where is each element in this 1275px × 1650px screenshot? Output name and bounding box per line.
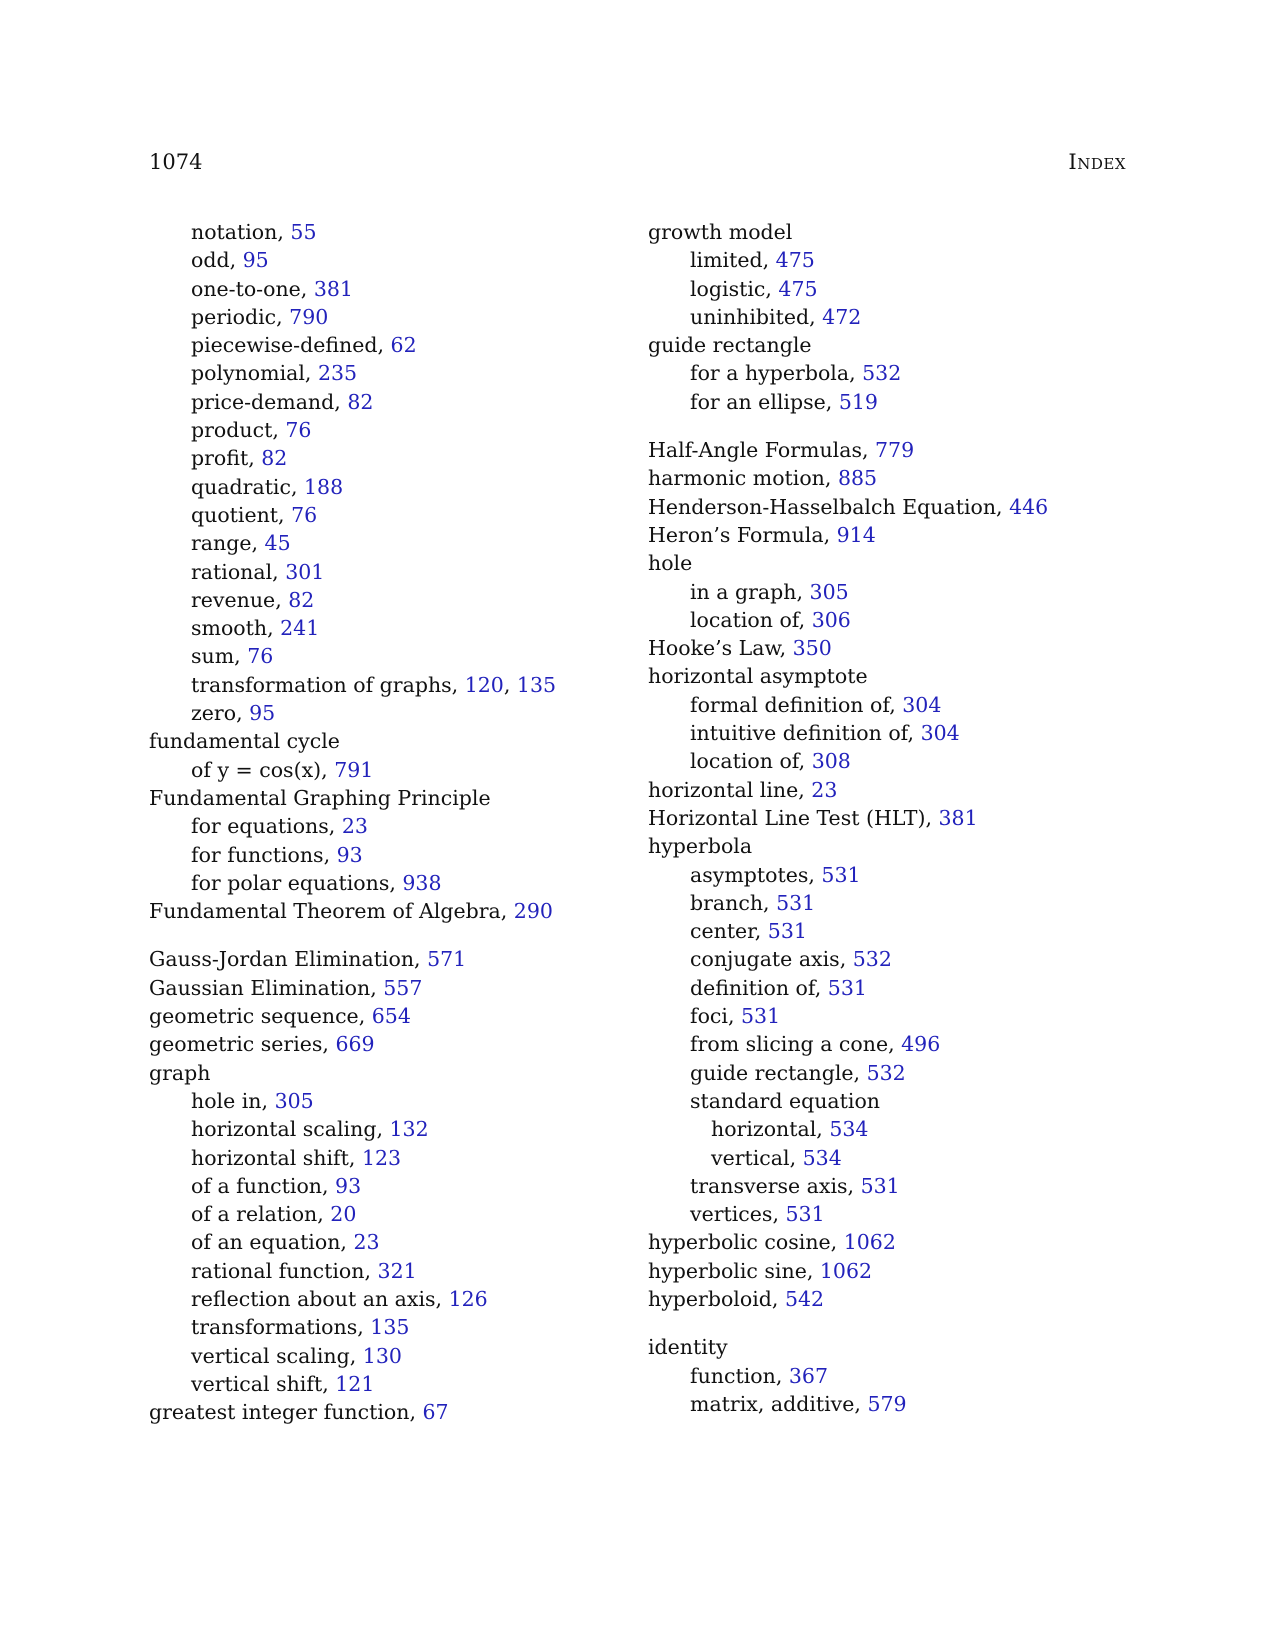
- page-reference-link[interactable]: 531: [827, 975, 867, 1000]
- index-term: range: [191, 531, 252, 556]
- index-entry: of y = cos(x), 791: [191, 757, 374, 782]
- index-term: Gaussian Elimination: [149, 975, 371, 1000]
- page-reference-link[interactable]: 534: [829, 1117, 869, 1142]
- index-entry: vertical scaling, 130: [191, 1343, 402, 1368]
- index-term: quadratic: [191, 474, 291, 499]
- index-term: geometric series: [149, 1032, 323, 1057]
- page-reference-link[interactable]: 532: [852, 947, 892, 972]
- page-reference-link[interactable]: 126: [448, 1286, 488, 1311]
- index-column-right: [648, 218, 1048, 1418]
- page-reference-link[interactable]: 1062: [819, 1258, 873, 1283]
- index-entry: definition of, 531: [690, 975, 867, 1000]
- section-gap: [648, 1313, 1048, 1333]
- index-entry: [149, 784, 556, 812]
- page-reference-link[interactable]: 290: [513, 899, 553, 924]
- index-term: for equations: [191, 814, 329, 839]
- page-reference-link[interactable]: 82: [288, 587, 315, 612]
- index-term: horizontal: [711, 1117, 817, 1142]
- index-term: greatest integer function: [149, 1400, 410, 1425]
- index-term: identity: [648, 1335, 728, 1360]
- index-term: Hooke’s Law: [648, 636, 780, 661]
- index-entry: [149, 1059, 556, 1087]
- index-entry: one-to-one, 381: [191, 276, 353, 301]
- index-term: transformation of graphs: [191, 672, 452, 697]
- index-entry: periodic, 790: [191, 304, 329, 329]
- index-entry: [149, 727, 556, 755]
- page-reference-link[interactable]: 1062: [843, 1230, 896, 1255]
- index-entry: Heron’s Formula, 914: [648, 522, 876, 547]
- index-term: from slicing a cone: [690, 1032, 889, 1057]
- index-term: vertical shift: [191, 1371, 323, 1396]
- index-term: growth model: [648, 220, 793, 244]
- index-entry: transverse axis, 531: [690, 1173, 900, 1198]
- page-reference-link[interactable]: 135: [516, 672, 557, 697]
- index-entry: piecewise-defined, 62: [191, 333, 417, 358]
- index-term: hyperbolic cosine: [648, 1230, 831, 1255]
- index-entry: quadratic, 188: [191, 474, 344, 499]
- index-entry: smooth, 241: [191, 616, 320, 641]
- index-term: zero: [191, 701, 237, 726]
- page-reference-link[interactable]: 301: [285, 559, 325, 584]
- page-reference-link[interactable]: 885: [837, 466, 878, 491]
- index-term: graph: [149, 1060, 211, 1085]
- page-reference-link[interactable]: 23: [811, 777, 838, 802]
- index-entry: [648, 331, 1048, 359]
- page-reference-link[interactable]: 669: [335, 1032, 375, 1057]
- index-term: vertical scaling: [191, 1343, 350, 1368]
- page-reference-link[interactable]: 132: [389, 1117, 429, 1142]
- index-entry: logistic, 475: [690, 276, 818, 301]
- page-reference-link[interactable]: 531: [821, 862, 861, 887]
- index-term: transverse axis: [690, 1173, 848, 1198]
- page-reference-link[interactable]: 446: [1009, 494, 1049, 519]
- page-reference-link[interactable]: 95: [242, 248, 269, 273]
- index-term: of an equation: [191, 1230, 341, 1255]
- index-term: hole: [648, 551, 693, 576]
- index-term: one-to-one: [191, 276, 301, 301]
- index-term: quotient: [191, 502, 279, 527]
- page-reference-link[interactable]: 95: [249, 701, 276, 726]
- index-term: horizontal scaling: [191, 1117, 377, 1142]
- page-reference-link[interactable]: 654: [371, 1004, 411, 1029]
- index-entry: Horizontal Line Test (HLT), 381: [648, 805, 978, 830]
- index-entry: for an ellipse, 519: [690, 389, 878, 414]
- page-reference-link[interactable]: 304: [902, 692, 942, 717]
- page-reference-link[interactable]: 531: [785, 1202, 825, 1227]
- page-reference-link[interactable]: 938: [402, 870, 442, 895]
- index-term: guide rectangle: [648, 333, 812, 358]
- page-reference-link[interactable]: 542: [784, 1286, 825, 1311]
- index-entry: rational function, 321: [191, 1258, 417, 1283]
- index-term: polynomial: [191, 361, 305, 386]
- index-entry: product, 76: [191, 418, 312, 443]
- index-term: hyperbolic sine: [648, 1258, 807, 1283]
- index-entry: profit, 82: [191, 446, 288, 471]
- page-reference-link[interactable]: 531: [860, 1173, 900, 1198]
- page-reference-link[interactable]: 534: [802, 1145, 842, 1170]
- index-term: Horizontal Line Test (HLT): [648, 805, 926, 830]
- index-term: in a graph: [690, 579, 797, 604]
- index-entry: transformation of graphs, 120, 135: [191, 672, 557, 697]
- index-term: guide rectangle: [690, 1060, 854, 1085]
- index-entry: uninhibited, 472: [690, 304, 862, 329]
- index-entry: formal definition of, 304: [690, 692, 942, 717]
- index-entry: greatest integer function, 67: [149, 1400, 449, 1425]
- index-term: hyperbola: [648, 834, 753, 859]
- page-header: [149, 148, 1126, 176]
- index-entry: price-demand, 82: [191, 389, 374, 414]
- index-term: logistic: [690, 276, 766, 301]
- index-entry: vertical, 534: [711, 1145, 842, 1170]
- index-entry: transformations, 135: [191, 1315, 410, 1340]
- index-term: for polar equations: [191, 870, 390, 895]
- index-term: smooth: [191, 616, 268, 641]
- index-entry: odd, 95: [191, 248, 269, 273]
- page-reference-link[interactable]: 519: [838, 389, 878, 414]
- index-entry: hole in, 305: [191, 1088, 314, 1113]
- index-term: vertices: [690, 1202, 773, 1227]
- header-title: Index: [1068, 150, 1126, 174]
- index-term: Fundamental Theorem of Algebra: [149, 899, 501, 924]
- page-reference-link[interactable]: 235: [317, 361, 358, 386]
- index-entry: geometric sequence, 654: [149, 1004, 411, 1029]
- index-term: intuitive definition of: [690, 721, 908, 746]
- page-reference-link[interactable]: 45: [264, 531, 291, 556]
- page-reference-link[interactable]: 121: [335, 1371, 375, 1396]
- index-entry: vertical shift, 121: [191, 1371, 375, 1396]
- index-entry: hyperboloid, 542: [648, 1286, 825, 1311]
- page-reference-link[interactable]: 381: [938, 805, 978, 830]
- page-reference-link[interactable]: 308: [811, 749, 851, 774]
- page-reference-link[interactable]: 475: [778, 276, 818, 301]
- index-term: odd: [191, 248, 230, 273]
- index-term: limited: [690, 248, 763, 273]
- index-term: product: [191, 418, 273, 443]
- index-term: price-demand: [191, 389, 335, 414]
- page-reference-link[interactable]: 304: [920, 721, 960, 746]
- index-term: vertical: [711, 1145, 790, 1170]
- index-entry: Henderson-Hasselbalch Equation, 446: [648, 494, 1049, 519]
- index-entry: polynomial, 235: [191, 361, 358, 386]
- index-entry: sum, 76: [191, 644, 274, 669]
- page-reference-link[interactable]: 135: [370, 1315, 410, 1340]
- page-reference-link[interactable]: 67: [422, 1400, 449, 1425]
- index-entry: of an equation, 23: [191, 1230, 380, 1255]
- index-term: branch: [690, 890, 764, 915]
- index-term: piecewise-defined: [191, 333, 378, 358]
- index-term: asymptotes: [690, 862, 809, 887]
- page-reference-link[interactable]: 76: [285, 418, 312, 443]
- page-reference-link[interactable]: 55: [290, 220, 317, 244]
- section-gap: [149, 925, 556, 945]
- page-reference-link[interactable]: 306: [811, 607, 851, 632]
- index-term: matrix, additive: [690, 1391, 855, 1416]
- page-reference-link[interactable]: 305: [809, 579, 849, 604]
- page-reference-link[interactable]: 381: [313, 276, 353, 301]
- page-reference-link[interactable]: 305: [274, 1088, 314, 1113]
- index-term: of y = cos(x): [191, 757, 322, 782]
- index-entry: for polar equations, 938: [191, 870, 442, 895]
- index-entry: from slicing a cone, 496: [690, 1032, 941, 1057]
- index-term: hyperboloid: [648, 1286, 772, 1311]
- index-term: of a function: [191, 1173, 322, 1198]
- index-entry: range, 45: [191, 531, 291, 556]
- index-term: conjugate axis: [690, 947, 840, 972]
- page-reference-link[interactable]: 790: [289, 304, 329, 329]
- page-reference-link[interactable]: 571: [427, 947, 467, 972]
- index-entry: horizontal, 534: [711, 1117, 869, 1142]
- page-reference-link[interactable]: 76: [291, 502, 318, 527]
- page-reference-link[interactable]: 914: [836, 522, 876, 547]
- page-number: 1074: [149, 150, 203, 174]
- page-reference-link[interactable]: 367: [788, 1363, 829, 1388]
- index-entry: revenue, 82: [191, 587, 315, 612]
- index-entry: [648, 832, 1048, 860]
- index-term: fundamental cycle: [149, 729, 340, 754]
- index-term: revenue: [191, 587, 276, 612]
- index-term: function: [690, 1363, 776, 1388]
- page-reference-link[interactable]: 496: [901, 1032, 941, 1057]
- index-entry: for a hyperbola, 532: [690, 361, 902, 386]
- page-reference-link[interactable]: 475: [775, 248, 815, 273]
- page-reference-link[interactable]: 579: [867, 1391, 907, 1416]
- index-entry: center, 531: [690, 919, 807, 944]
- page-reference-link[interactable]: 82: [347, 389, 374, 414]
- index-term: location of: [690, 607, 799, 632]
- index-entry: [648, 1087, 1048, 1115]
- index-term: Heron’s Formula: [648, 522, 824, 547]
- index-term: location of: [690, 749, 799, 774]
- index-entry: reflection about an axis, 126: [191, 1286, 488, 1311]
- index-entry: harmonic motion, 885: [648, 466, 878, 491]
- index-term: transformations: [191, 1315, 358, 1340]
- index-term: for functions: [191, 842, 324, 867]
- index-term: sum: [191, 644, 235, 669]
- section-gap: [648, 416, 1048, 436]
- index-term: Gauss-Jordan Elimination: [149, 947, 415, 972]
- page-reference-link[interactable]: 241: [280, 616, 320, 641]
- index-entry: guide rectangle, 532: [690, 1060, 906, 1085]
- index-term: Fundamental Graphing Principle: [149, 785, 491, 810]
- index-entry: location of, 308: [690, 749, 851, 774]
- index-entry: horizontal scaling, 132: [191, 1117, 429, 1142]
- index-entry: conjugate axis, 532: [690, 947, 892, 972]
- index-entry: [648, 218, 1048, 246]
- index-term: hole in: [191, 1088, 262, 1113]
- index-term: reflection about an axis: [191, 1286, 436, 1311]
- page-reference-link[interactable]: 791: [334, 757, 374, 782]
- page-reference-link[interactable]: 76: [247, 644, 274, 669]
- index-entry: Gauss-Jordan Elimination, 571: [149, 947, 467, 972]
- index-entry: [648, 1333, 1048, 1361]
- page-reference-link[interactable]: 531: [741, 1004, 781, 1029]
- index-term: formal definition of: [690, 692, 890, 717]
- page-reference-link[interactable]: 130: [362, 1343, 402, 1368]
- index-entry: of a function, 93: [191, 1173, 362, 1198]
- index-entry: branch, 531: [690, 890, 816, 915]
- page-reference-link[interactable]: 321: [377, 1258, 417, 1283]
- page-reference-link[interactable]: 120: [464, 672, 504, 697]
- index-entry: limited, 475: [690, 248, 815, 273]
- index-entry: quotient, 76: [191, 502, 318, 527]
- index-entry: foci, 531: [690, 1004, 781, 1029]
- index-entry: notation, 55: [191, 220, 317, 244]
- page-reference-link[interactable]: 557: [383, 975, 423, 1000]
- index-entry: matrix, additive, 579: [690, 1391, 907, 1416]
- page-reference-link[interactable]: 62: [390, 333, 417, 358]
- index-term: Henderson-Hasselbalch Equation: [648, 494, 997, 519]
- index-entry: for equations, 23: [191, 814, 368, 839]
- index-entry: function, 367: [690, 1363, 829, 1388]
- index-entry: Hooke’s Law, 350: [648, 636, 832, 661]
- index-term: geometric sequence: [149, 1004, 359, 1029]
- index-entry: in a graph, 305: [690, 579, 849, 604]
- index-term: definition of: [690, 975, 815, 1000]
- index-term: horizontal shift: [191, 1145, 349, 1170]
- page-reference-link[interactable]: 532: [862, 361, 902, 386]
- index-entry: geometric series, 669: [149, 1032, 375, 1057]
- index-term: horizontal line: [648, 777, 799, 802]
- index-entry: Half-Angle Formulas, 779: [648, 438, 915, 463]
- page-reference-link[interactable]: 531: [776, 890, 816, 915]
- index-term: rational function: [191, 1258, 365, 1283]
- index-entry: zero, 95: [191, 701, 276, 726]
- index-entry: hyperbolic cosine, 1062: [648, 1230, 896, 1255]
- index-term: profit: [191, 446, 249, 471]
- page-reference-link[interactable]: 779: [875, 438, 915, 463]
- page-reference-link[interactable]: 93: [336, 842, 363, 867]
- index-term: horizontal asymptote: [648, 664, 868, 689]
- index-entry: vertices, 531: [690, 1202, 825, 1227]
- index-entry: Gaussian Elimination, 557: [149, 975, 423, 1000]
- page-reference-link[interactable]: 23: [341, 814, 368, 839]
- index-term: uninhibited: [690, 304, 810, 329]
- index-column-left: [149, 218, 556, 1426]
- index-term: standard equation: [690, 1088, 880, 1113]
- page-reference-link[interactable]: 532: [866, 1060, 906, 1085]
- index-term: notation: [191, 220, 278, 244]
- index-entry: of a relation, 20: [191, 1202, 357, 1227]
- index-entry: [648, 662, 1048, 690]
- index-entry: Fundamental Theorem of Algebra, 290: [149, 899, 553, 924]
- index-entry: intuitive definition of, 304: [690, 721, 960, 746]
- index-entry: asymptotes, 531: [690, 862, 861, 887]
- index-term: rational: [191, 559, 273, 584]
- index-entry: horizontal shift, 123: [191, 1145, 402, 1170]
- index-term: of a relation: [191, 1202, 318, 1227]
- index-term: harmonic motion: [648, 466, 825, 491]
- page-reference-link[interactable]: 188: [304, 474, 344, 499]
- index-entry: [648, 549, 1048, 577]
- index-term: Half-Angle Formulas: [648, 438, 862, 463]
- page-reference-link[interactable]: 123: [361, 1145, 402, 1170]
- index-term: for a hyperbola: [690, 361, 850, 386]
- index-entry: hyperbolic sine, 1062: [648, 1258, 873, 1283]
- index-entry: for functions, 93: [191, 842, 363, 867]
- index-term: center: [690, 919, 755, 944]
- index-term: for an ellipse: [690, 389, 826, 414]
- page-reference-link[interactable]: 93: [335, 1173, 362, 1198]
- page-reference-link[interactable]: 82: [261, 446, 288, 471]
- page-reference-link[interactable]: 350: [792, 636, 832, 661]
- index-term: periodic: [191, 304, 277, 329]
- index-entry: location of, 306: [690, 607, 851, 632]
- page-reference-link[interactable]: 472: [822, 304, 862, 329]
- page-reference-link[interactable]: 531: [767, 919, 807, 944]
- index-entry: horizontal line, 23: [648, 777, 838, 802]
- page-reference-link[interactable]: 23: [353, 1230, 380, 1255]
- index-term: foci: [690, 1004, 728, 1029]
- page-reference-link[interactable]: 20: [330, 1202, 357, 1227]
- index-entry: rational, 301: [191, 559, 325, 584]
